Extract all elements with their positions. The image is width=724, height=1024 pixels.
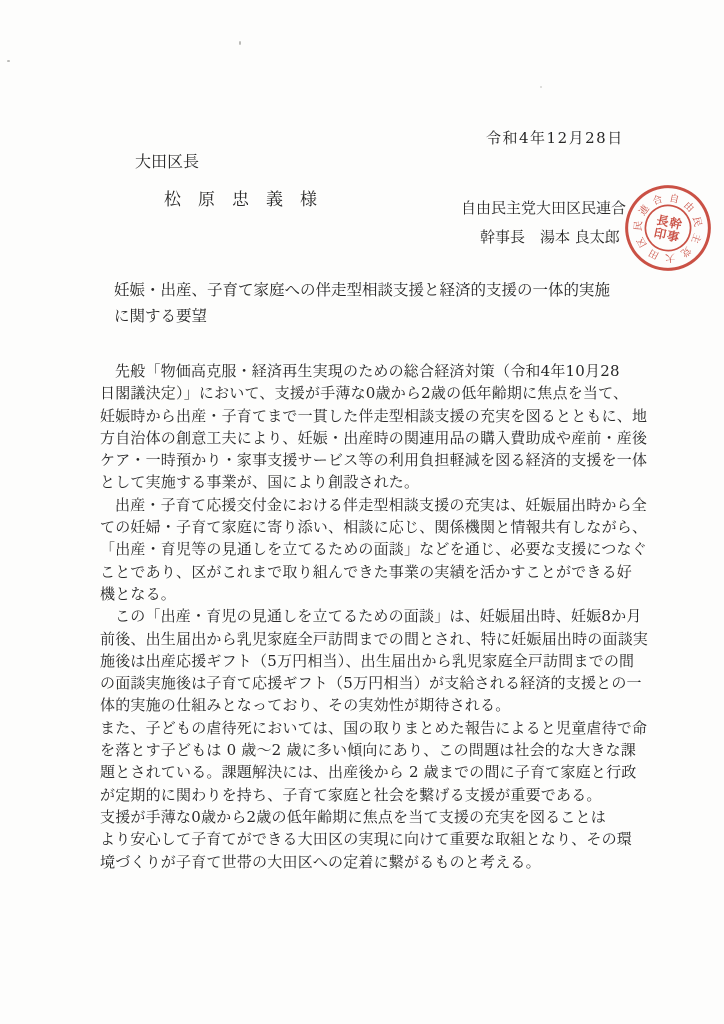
body-line: ことであり、区がこれまで取り組んできた事業の実績を活かすことができる好 <box>100 562 633 581</box>
body-line: 日閣議決定）」において、支援が手薄な0歳から2歳の低年齢期に焦点を当て、 <box>100 384 629 403</box>
body-line: 施後は出産応援ギフト（5万円相当）、出生届出から乳児家庭全戸訪問までの間 <box>100 651 635 670</box>
seal-rim-character: 由 <box>681 199 696 215</box>
body-line: より安心して子育てができる大田区の実現に向けて重要な取組となり、その環 <box>100 830 633 849</box>
body-line: の面談実施後は子育て応援ギフト（5万円相当）が支給される経済的支援との一 <box>100 674 642 693</box>
document-body <box>100 360 660 873</box>
seal-center-character: 事 <box>665 228 681 245</box>
seal-rim-character: 民 <box>633 220 645 232</box>
body-line: を落とす子どもは 0 歳〜2 歳に多い傾向にあり、この問題は社会的な大きな課 <box>100 741 636 760</box>
body-line: 妊娠時から出産・子育てまで一貫した伴走型相談支援の充実を図るとともに、地 <box>100 406 648 425</box>
body-line: 体的実施の仕組みとなっており、その実効性が期待される。 <box>100 696 511 715</box>
body-line: 機となる。 <box>100 584 177 603</box>
seal-rim-character: 主 <box>688 231 703 245</box>
seal-rim-character: 区 <box>635 235 650 250</box>
body-line: 題とされている。課題解決には、出産後から 2 歳までの間に子育て家庭と行政 <box>100 763 637 782</box>
body-line: 「出産・育児等の見通しを立てるための面談」などを通じ、必要な支援につなぐ <box>100 540 647 559</box>
body-line: 境づくりが子育て世帯の大田区への定着に繋がるものと考える。 <box>100 852 541 871</box>
body-line: として実施する事業が、国により創設された。 <box>100 473 420 492</box>
seal-center-character: 長 <box>655 212 671 230</box>
seal-rim-character: 自 <box>668 193 681 206</box>
seal-center-text <box>653 212 684 245</box>
document-title-line2: に関する要望 <box>114 307 208 325</box>
seal-rim-character: 民 <box>690 215 703 228</box>
body-line: 方自治体の創意工夫により、妊娠・出産時の関連用品の購入費助成や産前・産後 <box>100 428 648 447</box>
body-line: ての妊婦・子育て家庭に寄り添い、相談に応じ、関係機関と情報共有しながら、 <box>100 518 648 537</box>
body-line: 前後、出生届出から乳児家庭全戸訪問までの間とされ、特に妊娠届出時の面談実 <box>100 629 649 648</box>
addressee-name: 松原忠義様 <box>164 190 334 210</box>
body-line: また、子どもの虐待死においては、国の取りまとめた報告によると児童虐待で命 <box>100 718 648 737</box>
seal-center-character: 印 <box>652 225 668 243</box>
seal-rim-character: 党 <box>678 243 693 259</box>
seal-rim-character: 田 <box>647 246 662 261</box>
seal-rim-character: 連 <box>637 203 652 218</box>
sender-organization: 自由民主党大田区民連合 <box>461 199 627 217</box>
body-line: 出産・子育て応援交付金における伴走型相談支援の充実は、妊娠届出時から全 <box>115 495 648 514</box>
document-title <box>114 277 610 329</box>
scan-artifact <box>7 60 10 62</box>
body-line: 支援が手薄な0歳から2歳の低年齢期に焦点を当て支援の充実を図ることは <box>100 807 606 826</box>
seal-rim-character: 合 <box>651 193 665 208</box>
document-title-line1: 妊娠・出産、子育て家庭への伴走型相談支援と経済的支援の一体的実施 <box>114 281 611 299</box>
addressee-title: 大田区長 <box>135 152 200 171</box>
body-line: この「出産・育児の見通しを立てるための面談」は、妊娠届出時、妊娠8か月 <box>115 607 642 626</box>
document-date: 令和4年12月28日 <box>486 129 624 147</box>
organization-seal-stamp <box>612 172 723 283</box>
scan-artifact <box>239 41 241 45</box>
body-line: が定期的に関わりを持ち、子育て家庭と社会を繋げる支援が重要である。 <box>100 785 602 804</box>
body-line: ケア・一時預かり・家事支援サービス等の利用負担軽減を図る経済的支援を一体 <box>100 451 648 470</box>
sender-block <box>461 194 626 252</box>
sender-person: 幹事長 湯本 良太郎 <box>480 228 620 246</box>
seal-rim-character: 大 <box>664 251 676 263</box>
scan-artifact <box>540 86 542 88</box>
seal-center-character: 幹 <box>668 215 684 232</box>
body-line: 先般「物価高克服・経済再生実現のための総合経済対策（令和4年10月28 <box>115 362 620 380</box>
